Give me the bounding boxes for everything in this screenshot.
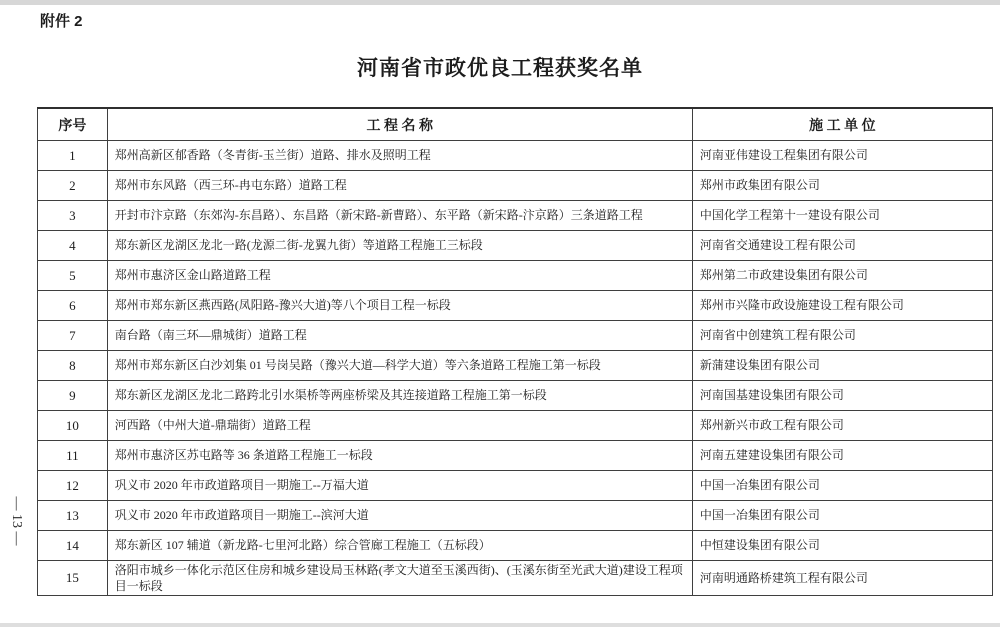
table-row (38, 471, 993, 501)
project-name-cell: 郑州市郑东新区白沙刘集 01 号岗吴路（豫兴大道—科学大道）等六条道路工程施工第一标段 (107, 351, 692, 381)
table-row (38, 381, 993, 411)
serial-number-cell: 9 (38, 381, 108, 411)
scan-edge-bottom (0, 623, 1000, 627)
attachment-label: 附件 2 (40, 13, 83, 30)
table-row (38, 351, 993, 381)
construction-unit-cell: 河南国基建设集团有限公司 (692, 381, 992, 411)
construction-unit-cell: 河南省交通建设工程有限公司 (692, 231, 992, 261)
construction-unit-cell: 河南五建建设集团有限公司 (692, 441, 992, 471)
serial-number-cell: 13 (38, 501, 108, 531)
construction-unit-cell: 中国化学工程第十一建设有限公司 (692, 201, 992, 231)
serial-number-cell: 7 (38, 321, 108, 351)
serial-number-cell: 4 (38, 231, 108, 261)
project-name-cell: 郑东新区龙湖区龙北一路(龙源二街-龙翼九街）等道路工程施工三标段 (107, 231, 692, 261)
construction-unit-cell: 郑州市政集团有限公司 (692, 171, 992, 201)
construction-unit-cell: 新蒲建设集团有限公司 (692, 351, 992, 381)
table-row (38, 291, 993, 321)
table-body (38, 141, 993, 596)
header-construction-unit: 施 工 单 位 (692, 108, 992, 141)
construction-unit-cell: 河南明通路桥建筑工程有限公司 (692, 561, 992, 596)
project-name-cell: 河西路（中州大道-鼎瑞街）道路工程 (107, 411, 692, 441)
serial-number-cell: 11 (38, 441, 108, 471)
serial-number-cell: 2 (38, 171, 108, 201)
table-row (38, 231, 993, 261)
table-row (38, 141, 993, 171)
construction-unit-cell: 郑州新兴市政工程有限公司 (692, 411, 992, 441)
construction-unit-cell: 中恒建设集团有限公司 (692, 531, 992, 561)
construction-unit-cell: 河南省中创建筑工程有限公司 (692, 321, 992, 351)
project-name-cell: 开封市汴京路（东郊沟-东昌路）、东昌路（新宋路-新曹路）、东平路（新宋路-汴京路）三条道路工程 (107, 201, 692, 231)
table-row (38, 171, 993, 201)
project-name-cell: 郑东新区龙湖区龙北二路跨北引水渠桥等两座桥梁及其连接道路工程施工第一标段 (107, 381, 692, 411)
serial-number-cell: 8 (38, 351, 108, 381)
serial-number-cell: 12 (38, 471, 108, 501)
serial-number-cell: 5 (38, 261, 108, 291)
table-row (38, 201, 993, 231)
serial-number-cell: 6 (38, 291, 108, 321)
serial-number-cell: 14 (38, 531, 108, 561)
project-name-cell: 巩义市 2020 年市政道路项目一期施工--滨河大道 (107, 501, 692, 531)
project-name-cell: 郑州市惠济区金山路道路工程 (107, 261, 692, 291)
construction-unit-cell: 郑州第二市政建设集团有限公司 (692, 261, 992, 291)
header-serial-number: 序号 (38, 108, 108, 141)
project-name-cell: 南台路（南三环—鼎城街）道路工程 (107, 321, 692, 351)
serial-number-cell: 1 (38, 141, 108, 171)
table-row (38, 441, 993, 471)
serial-number-cell: 3 (38, 201, 108, 231)
table-row (38, 261, 993, 291)
table-header (38, 108, 993, 141)
page-number: — 13 — (9, 496, 24, 546)
serial-number-cell: 10 (38, 411, 108, 441)
project-name-cell: 郑州市郑东新区燕西路(凤阳路-豫兴大道)等八个项目工程一标段 (107, 291, 692, 321)
table-header-row (38, 108, 993, 141)
project-name-cell: 巩义市 2020 年市政道路项目一期施工--万福大道 (107, 471, 692, 501)
table-row (38, 321, 993, 351)
table-row (38, 501, 993, 531)
serial-number-cell: 15 (38, 561, 108, 596)
construction-unit-cell: 中国一冶集团有限公司 (692, 501, 992, 531)
project-name-cell: 郑州市惠济区苏屯路等 36 条道路工程施工一标段 (107, 441, 692, 471)
page-title: 河南省市政优良工程获奖名单 (357, 57, 643, 80)
project-name-cell: 郑东新区 107 辅道（新龙路-七里河北路）综合管廊工程施工（五标段） (107, 531, 692, 561)
scan-edge-top (0, 0, 1000, 5)
table-row (38, 411, 993, 441)
construction-unit-cell: 郑州市兴隆市政设施建设工程有限公司 (692, 291, 992, 321)
construction-unit-cell: 河南亚伟建设工程集团有限公司 (692, 141, 992, 171)
table-row (38, 531, 993, 561)
project-name-cell: 郑州市东风路（西三环-冉屯东路）道路工程 (107, 171, 692, 201)
awards-table (37, 107, 993, 596)
project-name-cell: 郑州高新区郁香路（冬青街-玉兰街）道路、排水及照明工程 (107, 141, 692, 171)
project-name-cell: 洛阳市城乡一体化示范区住房和城乡建设局玉林路(孝文大道至玉溪西街)、(玉溪东街至光武大道)建设工程项目一标段 (107, 561, 692, 596)
header-project-name: 工 程 名 称 (107, 108, 692, 141)
table-row (38, 561, 993, 596)
construction-unit-cell: 中国一冶集团有限公司 (692, 471, 992, 501)
